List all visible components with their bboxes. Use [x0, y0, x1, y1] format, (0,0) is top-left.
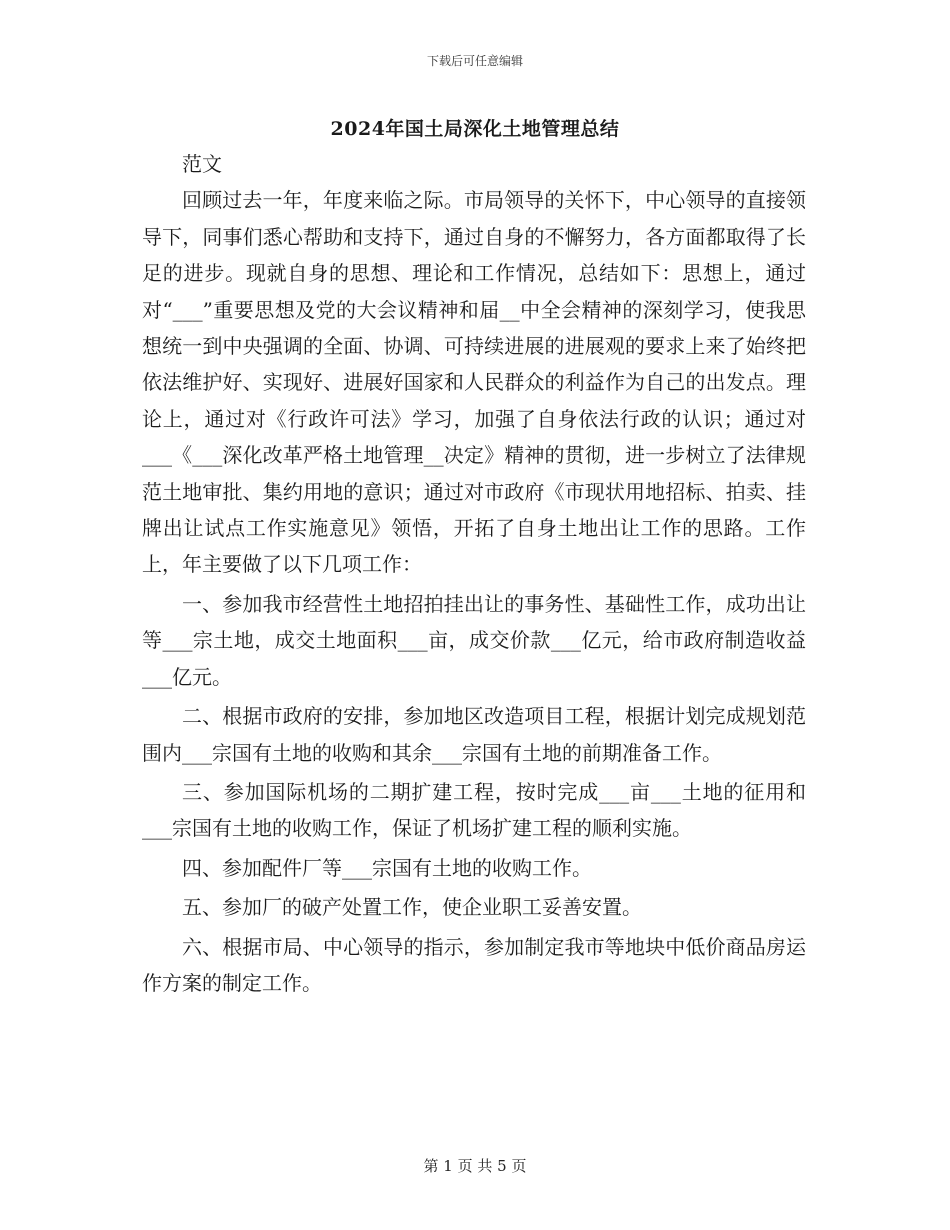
paragraph-item-1: 一、参加我市经营性土地招拍挂出让的事务性、基础性工作，成功出让等___宗土地，成交土地面积___亩，成交价款___亿元，给市政府制造收益___亿元。 [142, 591, 806, 689]
page-number: 第 1 页 共 5 页 [423, 1157, 527, 1175]
paragraph-item-2: 二、根据市政府的安排，参加地区改造项目工程，根据计划完成规划范围内___宗国有土地的收购和其余___宗国有土地的前期准备工作。 [142, 704, 806, 765]
page-header-note: 下载后可任意编辑 [426, 54, 523, 68]
paragraph-intro: 回顾过去一年，年度来临之际。市局领导的关怀下，中心领导的直接领导下，同事们悉心帮助和支持下，通过自身的不懈努力，各方面都取得了长足的进步。现就自身的思想、理论和工作情况，总结如下：思想上，通过对“___”重要思想及党的大会议精神和届__中全会精神的深刻学习，使我思想统一到中央强调的全面、协调、可持续进展的进展观的要求上来了始终把依法维护好、实现好、进展好国家和人民群众的利益作为自己的出发点。理论上，通过对《行政许可法》学习，加强了自身依法行政的认识；通过对___《___深化改革严格土地管理__决定》精神的贯彻，进一步树立了法律规范土地审批、集约用地的意识；通过对市政府《市现状用地招标、拍卖、挂牌出让试点工作实施意见》领悟，开拓了自身土地出让工作的思路。工作上，年主要做了以下几项工作： [142, 188, 806, 577]
paragraph-item-6: 六、根据市局、中心领导的指示，参加制定我市等地块中低价商品房运作方案的制定工作。 [142, 934, 806, 995]
document-body [142, 146, 806, 1001]
paragraph-item-3: 三、参加国际机场的二期扩建工程，按时完成___亩___土地的征用和___宗国有土地的收购工作，保证了机场扩建工程的顺利实施。 [142, 779, 806, 841]
document-title: 2024年国土局深化土地管理总结 [330, 118, 620, 140]
paragraph-fanwen: 范文 [182, 152, 222, 176]
paragraph-item-4: 四、参加配件厂等___宗国有土地的收购工作。 [182, 855, 592, 880]
paragraph-item-5: 五、参加厂的破产处置工作，使企业职工妥善安置。 [182, 895, 642, 920]
